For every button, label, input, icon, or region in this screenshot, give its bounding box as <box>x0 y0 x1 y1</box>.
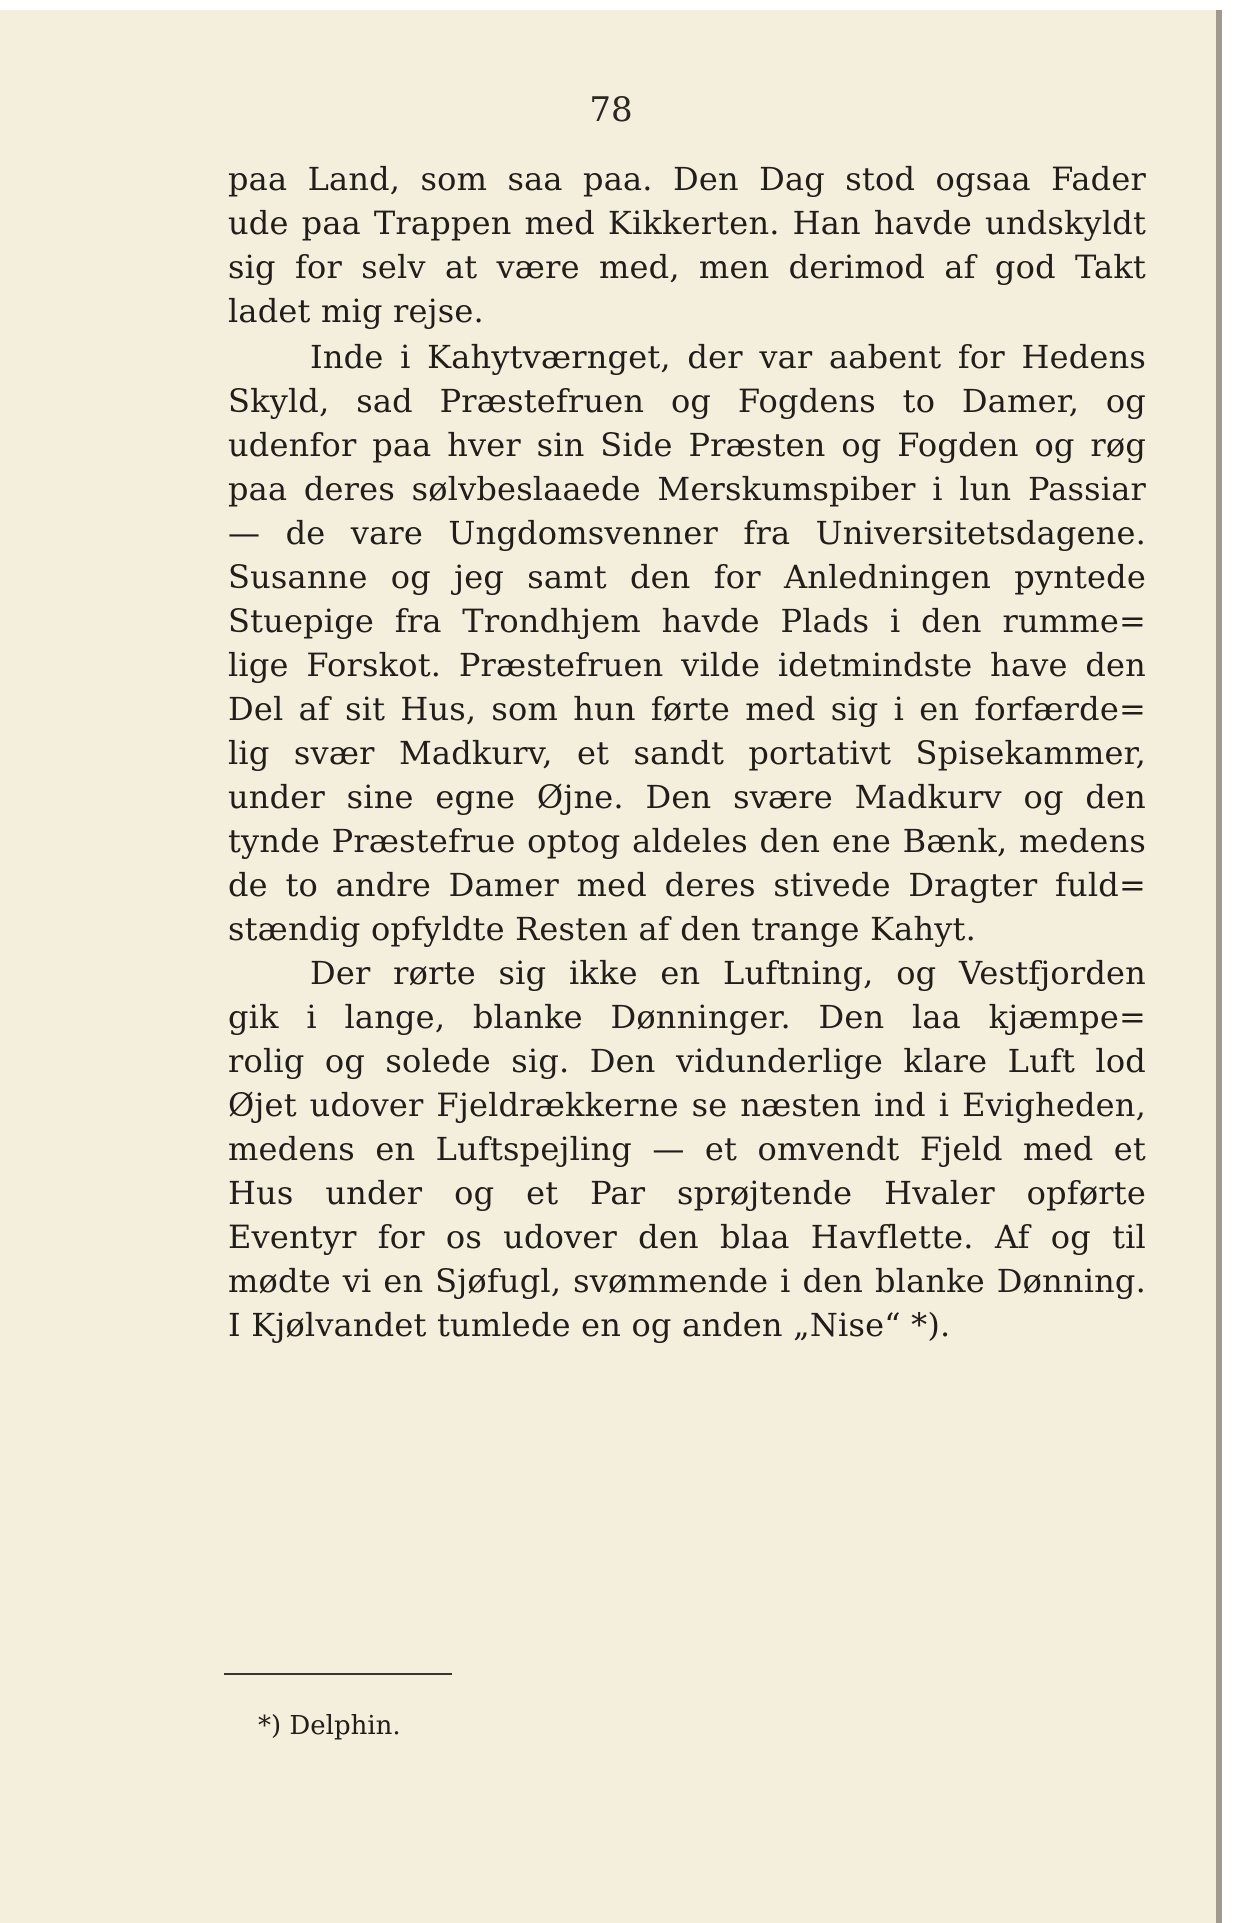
text-line: stændig opfyldte Resten af den trange Kahyt. <box>228 910 976 948</box>
text-line: Hus under og et Par sprøjtende Hvaler opførte <box>228 1174 1146 1212</box>
text-line: paa Land, som saa paa. Den Dag stod ogsaa Fader <box>228 160 1146 198</box>
text-line: paa deres sølvbeslaaede Merskumspiber i lun Passiar <box>228 470 1146 508</box>
text-line: rolig og solede sig. Den vidunderlige klare Luft lod <box>228 1042 1146 1080</box>
text-line: medens en Luftspejling — et omvendt Fjeld med et <box>228 1130 1146 1168</box>
text-line: lig svær Madkurv, et sandt portativt Spisekammer, <box>228 734 1146 772</box>
text-line: Eventyr for os udover den blaa Havflette. Af og til <box>228 1218 1146 1256</box>
text-line: lige Forskot. Præstefruen vilde idetmindste have den <box>228 646 1146 684</box>
text-line: Del af sit Hus, som hun førte med sig i en forfærde= <box>228 690 1146 728</box>
text-line: ladet mig rejse. <box>228 292 484 330</box>
text-line: sig for selv at være med, men derimod af god Takt <box>228 248 1146 286</box>
book-page <box>0 10 1222 1923</box>
text-line: Øjet udover Fjeldrækkerne se næsten ind i Evigheden, <box>228 1086 1146 1124</box>
text-line: de to andre Damer med deres stivede Dragter fuld= <box>228 866 1146 904</box>
text-line: mødte vi en Sjøfugl, svømmende i den blanke Dønning. <box>228 1262 1146 1300</box>
text-line: ude paa Trappen med Kikkerten. Han havde undskyldt <box>228 204 1146 242</box>
text-line: I Kjølvandet tumlede en og anden „Nise“ *). <box>228 1306 951 1344</box>
paragraph-first-line: Der rørte sig ikke en Luftning, og Vestfjorden <box>310 954 1146 992</box>
text-line: tynde Præstefrue optog aldeles den ene Bænk, medens <box>228 822 1146 860</box>
footnote: *) Delphin. <box>258 1711 401 1741</box>
text-line: Skyld, sad Præstefruen og Fogdens to Damer, og <box>228 382 1146 420</box>
text-line: Stuepige fra Trondhjem havde Plads i den rumme= <box>228 602 1146 640</box>
text-line: Susanne og jeg samt den for Anledningen pyntede <box>228 558 1146 596</box>
text-line: under sine egne Øjne. Den svære Madkurv og den <box>228 778 1146 816</box>
text-line: udenfor paa hver sin Side Præsten og Fogden og røg <box>228 426 1146 464</box>
footnote-divider <box>224 1673 452 1675</box>
page-number: 78 <box>589 90 633 130</box>
paragraph-first-line: Inde i Kahytværnget, der var aabent for Hedens <box>310 338 1146 376</box>
text-line: — de vare Ungdomsvenner fra Universitetsdagene. <box>228 514 1146 552</box>
text-line: gik i lange, blanke Dønninger. Den laa kjæmpe= <box>228 998 1146 1036</box>
